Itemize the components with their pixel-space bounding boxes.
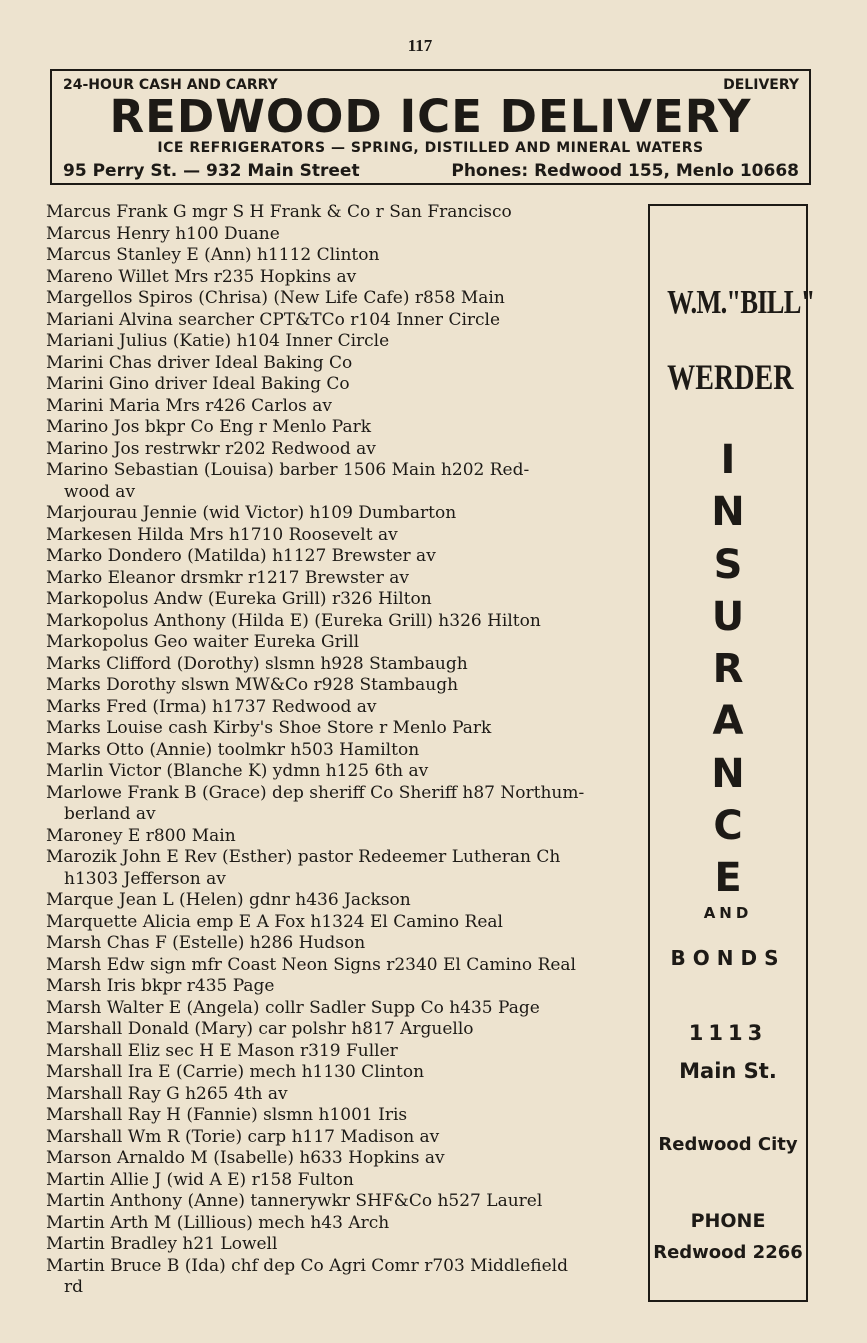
entry-text: Marson Arnaldo M (Isabelle) h633 Hopkins av <box>46 1148 445 1168</box>
directory-entry <box>46 525 638 547</box>
entry-text: Margellos Spiros (Chrisa) (New Life Cafe) r858 Main <box>46 288 505 308</box>
entry-text: Marshall Donald (Mary) car polshr h817 Arguello <box>46 1019 474 1039</box>
entry-text: Marini Maria Mrs r426 Carlos av <box>46 395 332 416</box>
directory-entry <box>46 1127 638 1149</box>
directory-entry <box>46 740 638 762</box>
ad-tag-right: DELIVERY <box>723 77 799 93</box>
insurance-letter: S <box>713 541 743 588</box>
entry-text: Marks Otto (Annie) toolmkr h503 Hamilton <box>46 739 420 760</box>
directory-entry <box>46 546 638 568</box>
entry-text: Marshall Ray H (Fannie) slsmn h1001 Iris <box>46 1105 408 1125</box>
entry-text: Martin Anthony (Anne) tannerywkr SHF&Co h527 Laurel <box>46 1191 543 1211</box>
ad-tag-left: 24-HOUR CASH AND CARRY <box>63 77 278 93</box>
directory-entry <box>46 1019 638 1041</box>
entry-text: Marcus Frank G mgr S H Frank & Co r San Francisco <box>46 202 512 222</box>
entry-text: Marino Jos bkpr Co Eng r Menlo Park <box>46 417 372 437</box>
redwood-ice-advertisement <box>50 69 811 185</box>
ad-tagline: ICE REFRIGERATORS — SPRING, DISTILLED AND MINERAL WATERS <box>157 140 704 156</box>
directory-entry <box>46 1256 638 1299</box>
entry-text: Marks Louise cash Kirby's Shoe Store r Menlo Park <box>46 718 492 738</box>
entry-text: Martin Allie J (wid A E) r158 Fulton <box>46 1169 354 1190</box>
insurance-letter: U <box>711 593 745 640</box>
directory-entry <box>46 1062 638 1084</box>
directory-entry <box>46 267 638 289</box>
directory-entry <box>46 826 638 848</box>
entry-text: Marini Gino driver Ideal Baking Co <box>46 374 350 394</box>
directory-entry <box>46 202 638 224</box>
directory-entry <box>46 718 638 740</box>
phone-label: PHONE <box>690 1210 766 1232</box>
insurance-letter: E <box>714 855 742 902</box>
werder-insurance-advertisement <box>648 204 815 1302</box>
directory-entry <box>46 611 638 633</box>
directory-entry <box>46 503 638 525</box>
insurance-letter: N <box>711 750 745 797</box>
insurance-letter: R <box>712 646 744 693</box>
directory-entry <box>46 460 638 503</box>
directory-entry <box>46 1213 638 1235</box>
entry-continuation: rd <box>64 1277 84 1297</box>
directory-entry <box>46 998 638 1020</box>
entry-text: Martin Bruce B (Ida) chf dep Co Agri Comr r703 Middlefield <box>46 1255 569 1276</box>
entry-text: Martin Arth M (Lillious) mech h43 Arch <box>46 1212 390 1233</box>
directory-entry <box>46 1191 638 1213</box>
entry-text: Marks Fred (Irma) h1737 Redwood av <box>46 696 377 717</box>
entry-text: Mariani Alvina searcher CPT&TCo r104 Inner Circle <box>46 309 501 330</box>
entry-text: Marino Sebastian (Louisa) barber 1506 Main h202 Red- <box>46 460 530 480</box>
directory-entry <box>46 589 638 611</box>
insurance-letter: I <box>720 437 736 483</box>
entry-text: Martin Bradley h21 Lowell <box>46 1234 278 1254</box>
directory-entry <box>46 654 638 676</box>
insurance-vertical-word <box>650 434 806 905</box>
directory-entry <box>46 783 638 826</box>
entry-text: Marsh Walter E (Angela) collr Sadler Supp Co h435 Page <box>46 997 540 1018</box>
entry-text: Marshall Ray G h265 4th av <box>46 1083 288 1104</box>
street-number: 1113 <box>688 1021 768 1045</box>
directory-entry <box>46 976 638 998</box>
bonds-label: BONDS <box>670 946 786 970</box>
ad-brand: REDWOOD ICE DELIVERY <box>109 90 752 143</box>
and-label: AND <box>703 904 753 922</box>
directory-entry <box>46 568 638 590</box>
entry-text: Marko Dondero (Matilda) h1127 Brewster av <box>46 546 436 566</box>
directory-entry <box>46 847 638 890</box>
entry-text: Marozik John E Rev (Esther) pastor Redeemer Lutheran Ch <box>46 847 561 867</box>
page-number: 117 <box>407 36 433 55</box>
entry-text: Marlowe Frank B (Grace) dep sheriff Co Sheriff h87 Northum- <box>46 782 585 803</box>
entry-text: Marino Jos restrwkr r202 Redwood av <box>46 438 376 459</box>
directory-entry <box>46 288 638 310</box>
entry-text: Marks Dorothy slswn MW&Co r928 Stambaugh <box>46 675 459 695</box>
directory-entry <box>46 1105 638 1127</box>
entry-text: Marshall Eliz sec H E Mason r319 Fuller <box>46 1040 398 1061</box>
phone-number: Redwood 2266 <box>653 1242 803 1263</box>
directory-entry <box>46 245 638 267</box>
directory-entry <box>46 1148 638 1170</box>
directory-entry <box>46 632 638 654</box>
directory-entry <box>46 933 638 955</box>
entry-text: Markopolus Andw (Eureka Grill) r326 Hilton <box>46 589 432 609</box>
entry-text: Marshall Wm R (Torie) carp h117 Madison av <box>46 1126 440 1147</box>
directory-entry <box>46 955 638 977</box>
entry-text: Markesen Hilda Mrs h1710 Roosevelt av <box>46 524 398 545</box>
directory-entry <box>46 912 638 934</box>
directory-listing <box>46 202 638 1299</box>
ad-phones: Phones: Redwood 155, Menlo 10668 <box>451 161 799 181</box>
entry-text: Marks Clifford (Dorothy) slsmn h928 Stambaugh <box>46 653 468 674</box>
entry-text: Marko Eleanor drsmkr r1217 Brewster av <box>46 567 409 588</box>
agent-name: W.M."BILL" <box>667 284 815 321</box>
entry-continuation: h1303 Jefferson av <box>64 868 226 889</box>
directory-entry <box>46 310 638 332</box>
directory-entry <box>46 331 638 353</box>
entry-text: Marini Chas driver Ideal Baking Co <box>46 352 353 373</box>
directory-entry <box>46 1084 638 1106</box>
insurance-letter: C <box>713 803 743 850</box>
entry-text: Marcus Stanley E (Ann) h1112 Clinton <box>46 245 380 265</box>
directory-entry <box>46 1170 638 1192</box>
insurance-letter: A <box>712 698 744 745</box>
directory-entry <box>46 1234 638 1256</box>
city-name: Redwood City <box>658 1134 798 1155</box>
entry-text: Mariani Julius (Katie) h104 Inner Circle <box>46 331 390 351</box>
directory-entry <box>46 675 638 697</box>
directory-entry <box>46 417 638 439</box>
directory-entry <box>46 1041 638 1063</box>
entry-text: Marjourau Jennie (wid Victor) h109 Dumbarton <box>46 503 457 523</box>
directory-entry <box>46 761 638 783</box>
directory-entry <box>46 396 638 418</box>
entry-text: Marsh Edw sign mfr Coast Neon Signs r2340 El Camino Real <box>46 954 576 975</box>
entry-text: Marsh Chas F (Estelle) h286 Hudson <box>46 933 366 953</box>
entry-text: Mareno Willet Mrs r235 Hopkins av <box>46 266 357 287</box>
entry-text: Marshall Ira E (Carrie) mech h1130 Clinton <box>46 1062 425 1082</box>
entry-text: Markopolus Anthony (Hilda E) (Eureka Grill) h326 Hilton <box>46 610 541 631</box>
insurance-letter: N <box>711 489 745 536</box>
entry-text: Marcus Henry h100 Duane <box>46 223 280 244</box>
entry-continuation: wood av <box>64 481 136 502</box>
directory-entry <box>46 439 638 461</box>
entry-continuation: berland av <box>64 804 156 824</box>
directory-entry <box>46 374 638 396</box>
entry-text: Marlin Victor (Blanche K) ydmn h125 6th av <box>46 761 429 781</box>
directory-entry <box>46 224 638 246</box>
directory-entry <box>46 353 638 375</box>
street-name: Main St. <box>679 1059 777 1083</box>
entry-text: Marquette Alicia emp E A Fox h1324 El Camino Real <box>46 911 503 932</box>
entry-text: Markopolus Geo waiter Eureka Grill <box>46 632 360 652</box>
ad-address: 95 Perry St. — 932 Main Street <box>63 161 360 181</box>
directory-entry <box>46 890 638 912</box>
entry-text: Maroney E r800 Main <box>46 825 236 846</box>
entry-text: Marque Jean L (Helen) gdnr h436 Jackson <box>46 890 411 910</box>
agent-surname: WERDER <box>667 357 794 397</box>
directory-entry <box>46 697 638 719</box>
entry-text: Marsh Iris bkpr r435 Page <box>46 976 275 996</box>
